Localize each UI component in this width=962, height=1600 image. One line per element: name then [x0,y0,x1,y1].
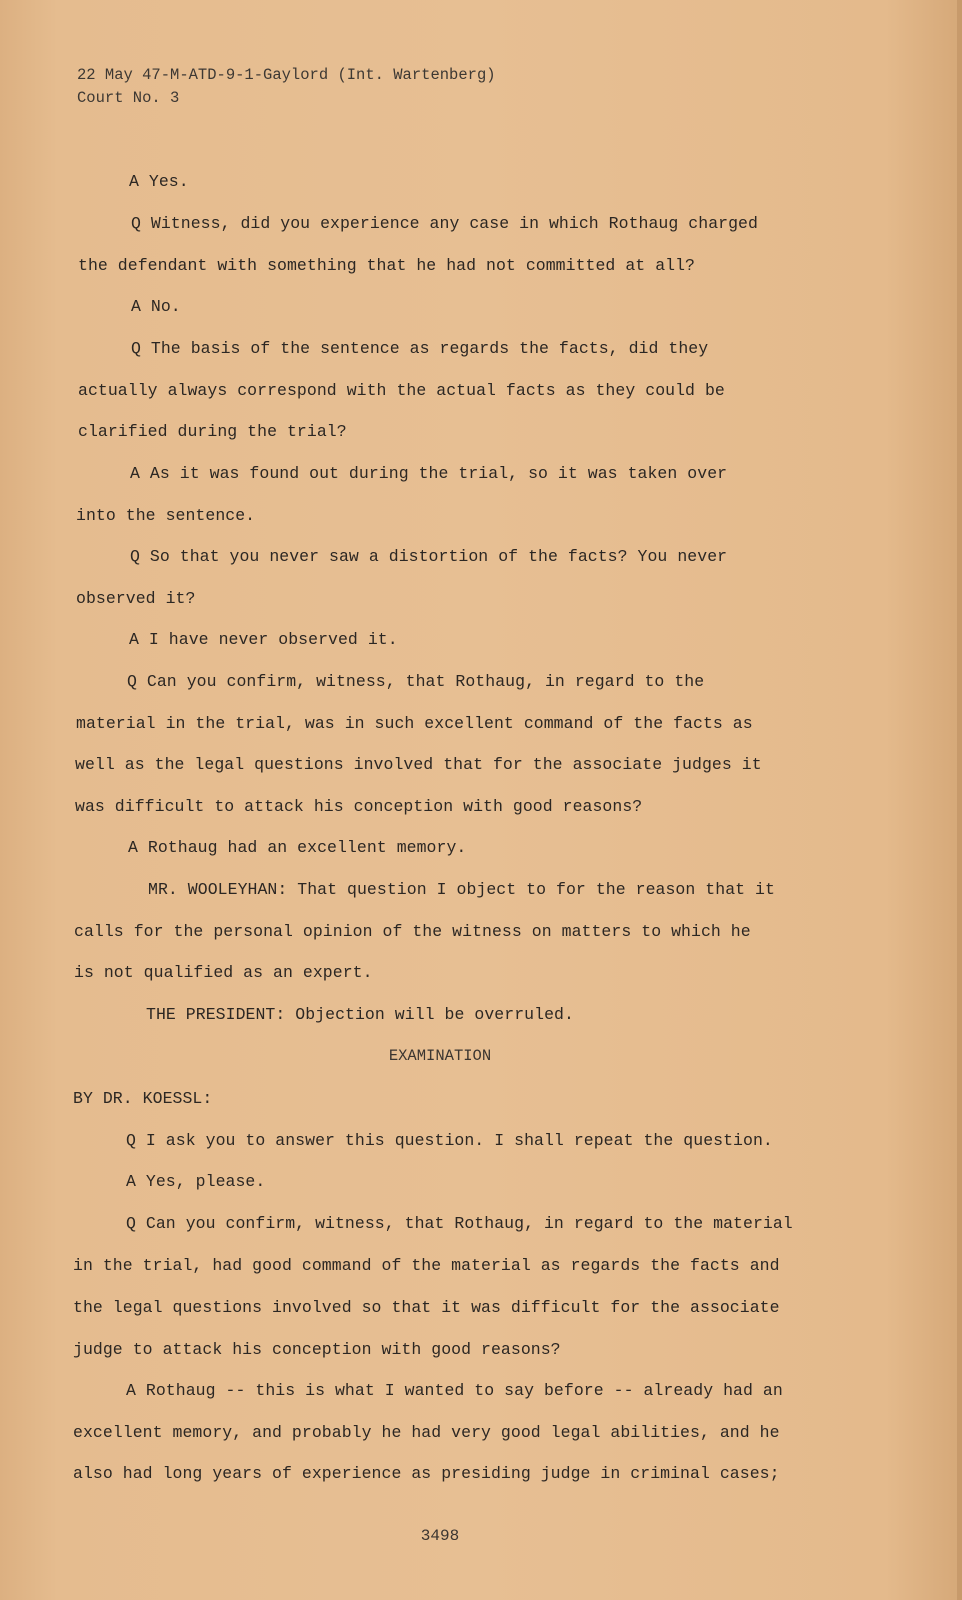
text-line: the legal questions involved so that it was difficult for the associate [73,1298,780,1317]
page-header [77,64,496,110]
text-line: Q I ask you to answer this question. I shall repeat the question. [126,1131,773,1150]
text-line: the defendant with something that he had not committed at all? [78,256,695,275]
page-edge [957,0,962,1600]
text-line: is not qualified as an expert. [74,963,373,982]
text-line: A No. [131,297,181,316]
text-line: BY DR. KOESSL: [73,1089,213,1108]
text-line: material in the trial, was in such excellent command of the facts as [76,714,753,733]
text-line: in the trial, had good command of the material as regards the facts and [73,1256,780,1275]
text-line: Q The basis of the sentence as regards the facts, did they [131,339,709,358]
header-line-2: Court No. 3 [77,89,180,107]
text-line: observed it? [76,589,196,608]
text-line: actually always correspond with the actual facts as they could be [78,381,725,400]
text-line: A I have never observed it. [129,630,398,649]
text-line: Q Can you confirm, witness, that Rothaug, in regard to the material [126,1214,793,1233]
text-line: A Rothaug -- this is what I wanted to say before -- already had an [126,1381,783,1400]
text-line: Q Witness, did you experience any case in which Rothaug charged [131,214,758,233]
text-line: clarified during the trial? [78,422,347,441]
page-number: 3498 [420,1527,460,1545]
text-line: A As it was found out during the trial, so it was taken over [130,464,728,483]
text-line: A Yes. [129,172,189,191]
text-line: into the sentence. [76,506,256,525]
text-line: well as the legal questions involved that for the associate judges it [75,755,762,774]
header-line-1: 22 May 47-M-ATD-9-1-Gaylord (Int. Wartenberg) [77,66,496,84]
text-line: also had long years of experience as presiding judge in criminal cases; [73,1464,780,1483]
text-line: Q Can you confirm, witness, that Rothaug, in regard to the [127,672,705,691]
section-heading: EXAMINATION [388,1047,492,1065]
text-line: A Rothaug had an excellent memory. [128,838,467,857]
text-line: was difficult to attack his conception with good reasons? [75,797,643,816]
text-line: excellent memory, and probably he had very good legal abilities, and he [73,1423,780,1442]
text-line: A Yes, please. [126,1172,266,1191]
text-line: THE PRESIDENT: Objection will be overruled. [146,1005,574,1024]
text-line: MR. WOOLEYHAN: That question I object to for the reason that it [148,880,775,899]
text-line: judge to attack his conception with good reasons? [73,1340,561,1359]
text-line: calls for the personal opinion of the witness on matters to which he [74,922,751,941]
text-line: Q So that you never saw a distortion of the facts? You never [130,547,728,566]
